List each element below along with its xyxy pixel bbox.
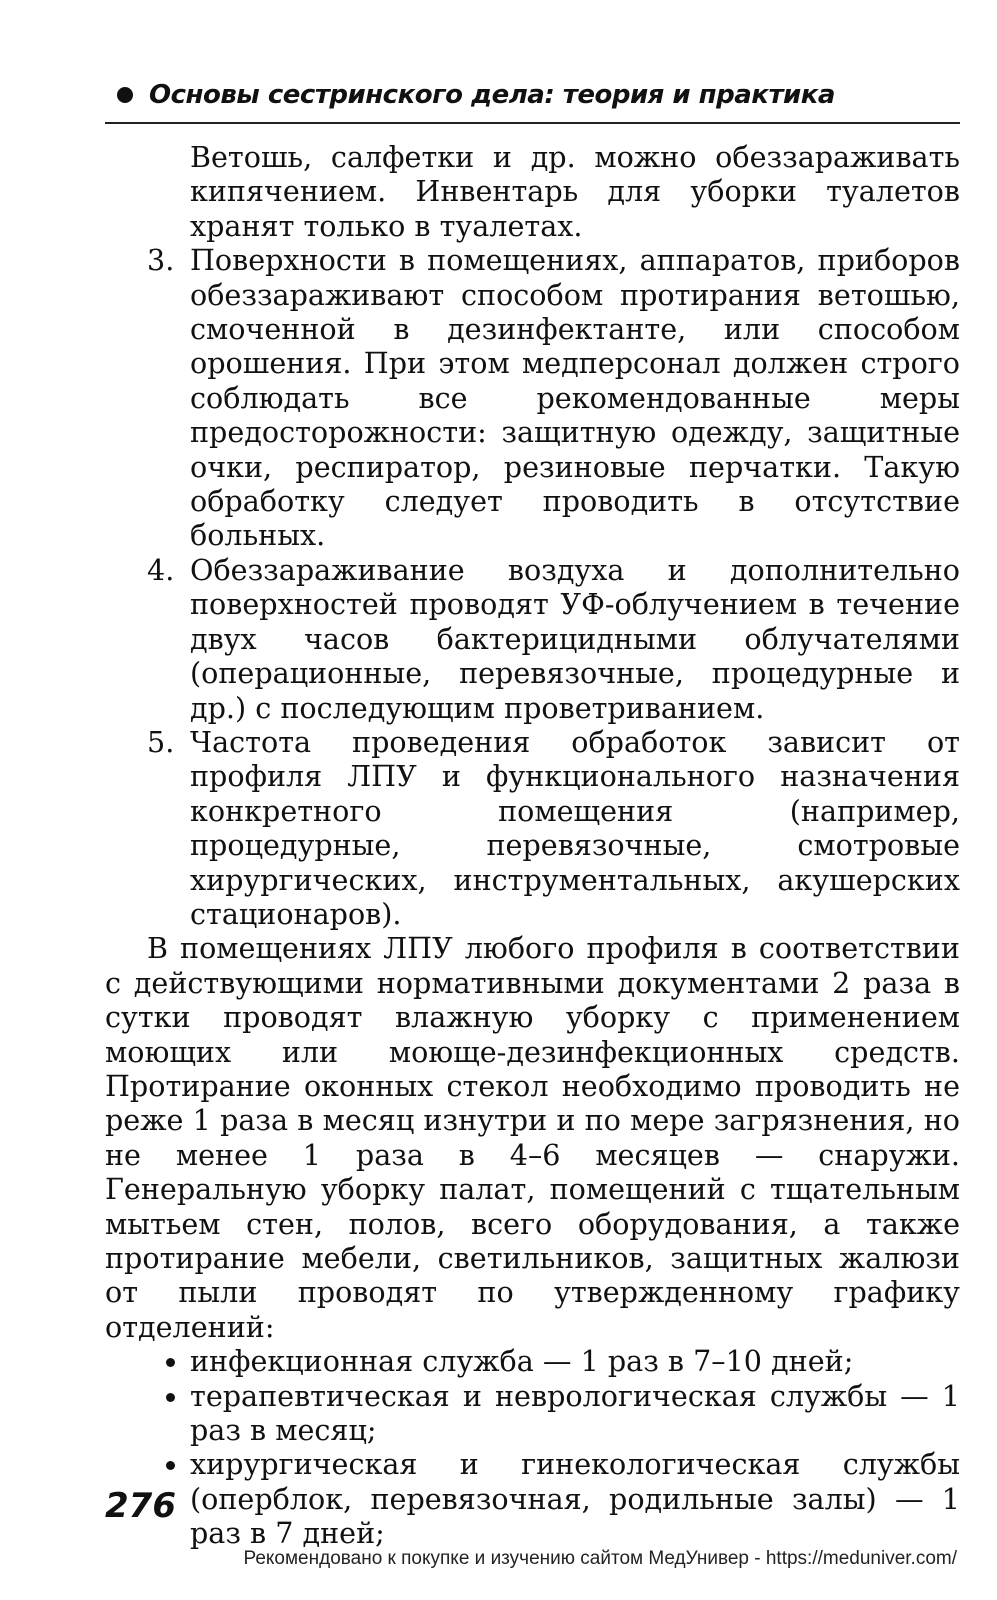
bullet-icon bbox=[166, 1358, 175, 1367]
bullet-text: инфекционная служба — 1 раз в 7–10 дней; bbox=[190, 1344, 854, 1379]
item-text: Обеззараживание воздуха и дополнительно поверхностей проводят УФ-облучением в течение двух часов бактерицидными облучателями (операционные, перевязочные, процедурные и др.) с последующим проветриванием. bbox=[190, 552, 960, 725]
bullet-item bbox=[105, 1344, 960, 1378]
running-header-title: Основы сестринского дела: теория и практика bbox=[149, 80, 835, 110]
footer-note: Рекомендовано к покупке и изучению сайтом МедУнивер - https://meduniver.com/ bbox=[243, 1548, 957, 1569]
item-text: Частота проведения обработок зависит от профиля ЛПУ и функционального назначения конкретного помещения (например, процедурные, перевязочные, смотровые хирургических, инструментальных, акушерских стационаров). bbox=[190, 724, 960, 931]
body-paragraph: В помещениях ЛПУ любого профиля в соответствии с действующими нормативными документами 2 раза в сутки проводят влажную уборку с применением моющих или моюще-дезинфекционных средств. Протирание оконных стекол необходимо проводить не реже 1 раза в месяц изнутри и по мере загрязнения, но не менее 1 раза в 4–6 месяцев — снаружи. Генеральную уборку палат, помещений с тщательным мытьем стен, полов, всего оборудования, а также протирание мебели, светильников, защитных жалюзи от пыли проводят по утвержденному графику отделений: bbox=[105, 931, 960, 1344]
bullet-icon bbox=[117, 87, 133, 103]
numbered-item bbox=[105, 243, 960, 553]
numbered-item bbox=[105, 553, 960, 725]
item-text: Поверхности в помещениях, аппаратов, приборов обеззараживают способом протирания ветошью, смоченной в дезинфектанте, или способом орошения. При этом медперсонал должен строго соблюдать все рекомендованные меры предосторожности: защитную одежду, защитные очки, респиратор, резиновые перчатки. Такую обработку следует проводить в отсутствие больных. bbox=[190, 243, 960, 553]
page-body bbox=[105, 140, 960, 1551]
bullet-item bbox=[105, 1447, 960, 1550]
item-number: 5. bbox=[147, 724, 175, 759]
item-number: 4. bbox=[147, 552, 175, 587]
running-header bbox=[105, 72, 960, 124]
bullet-item bbox=[105, 1379, 960, 1448]
bullet-text: терапевтическая и неврологическая службы — 1 раз в месяц; bbox=[190, 1378, 960, 1448]
bullet-icon bbox=[166, 1461, 175, 1470]
item-number: 3. bbox=[147, 243, 175, 278]
bullet-text: хирургическая и гинекологическая службы (оперблок, перевязочная, родильные залы) — 1 раз в 7 дней; bbox=[190, 1447, 960, 1551]
continued-item-text: Ветошь, салфетки и др. можно обеззараживать кипячением. Инвентарь для уборки туалетов хранят только в туалетах. bbox=[190, 140, 960, 243]
page-number: 276 bbox=[105, 1486, 176, 1526]
bullet-icon bbox=[166, 1393, 175, 1402]
numbered-item bbox=[105, 725, 960, 931]
